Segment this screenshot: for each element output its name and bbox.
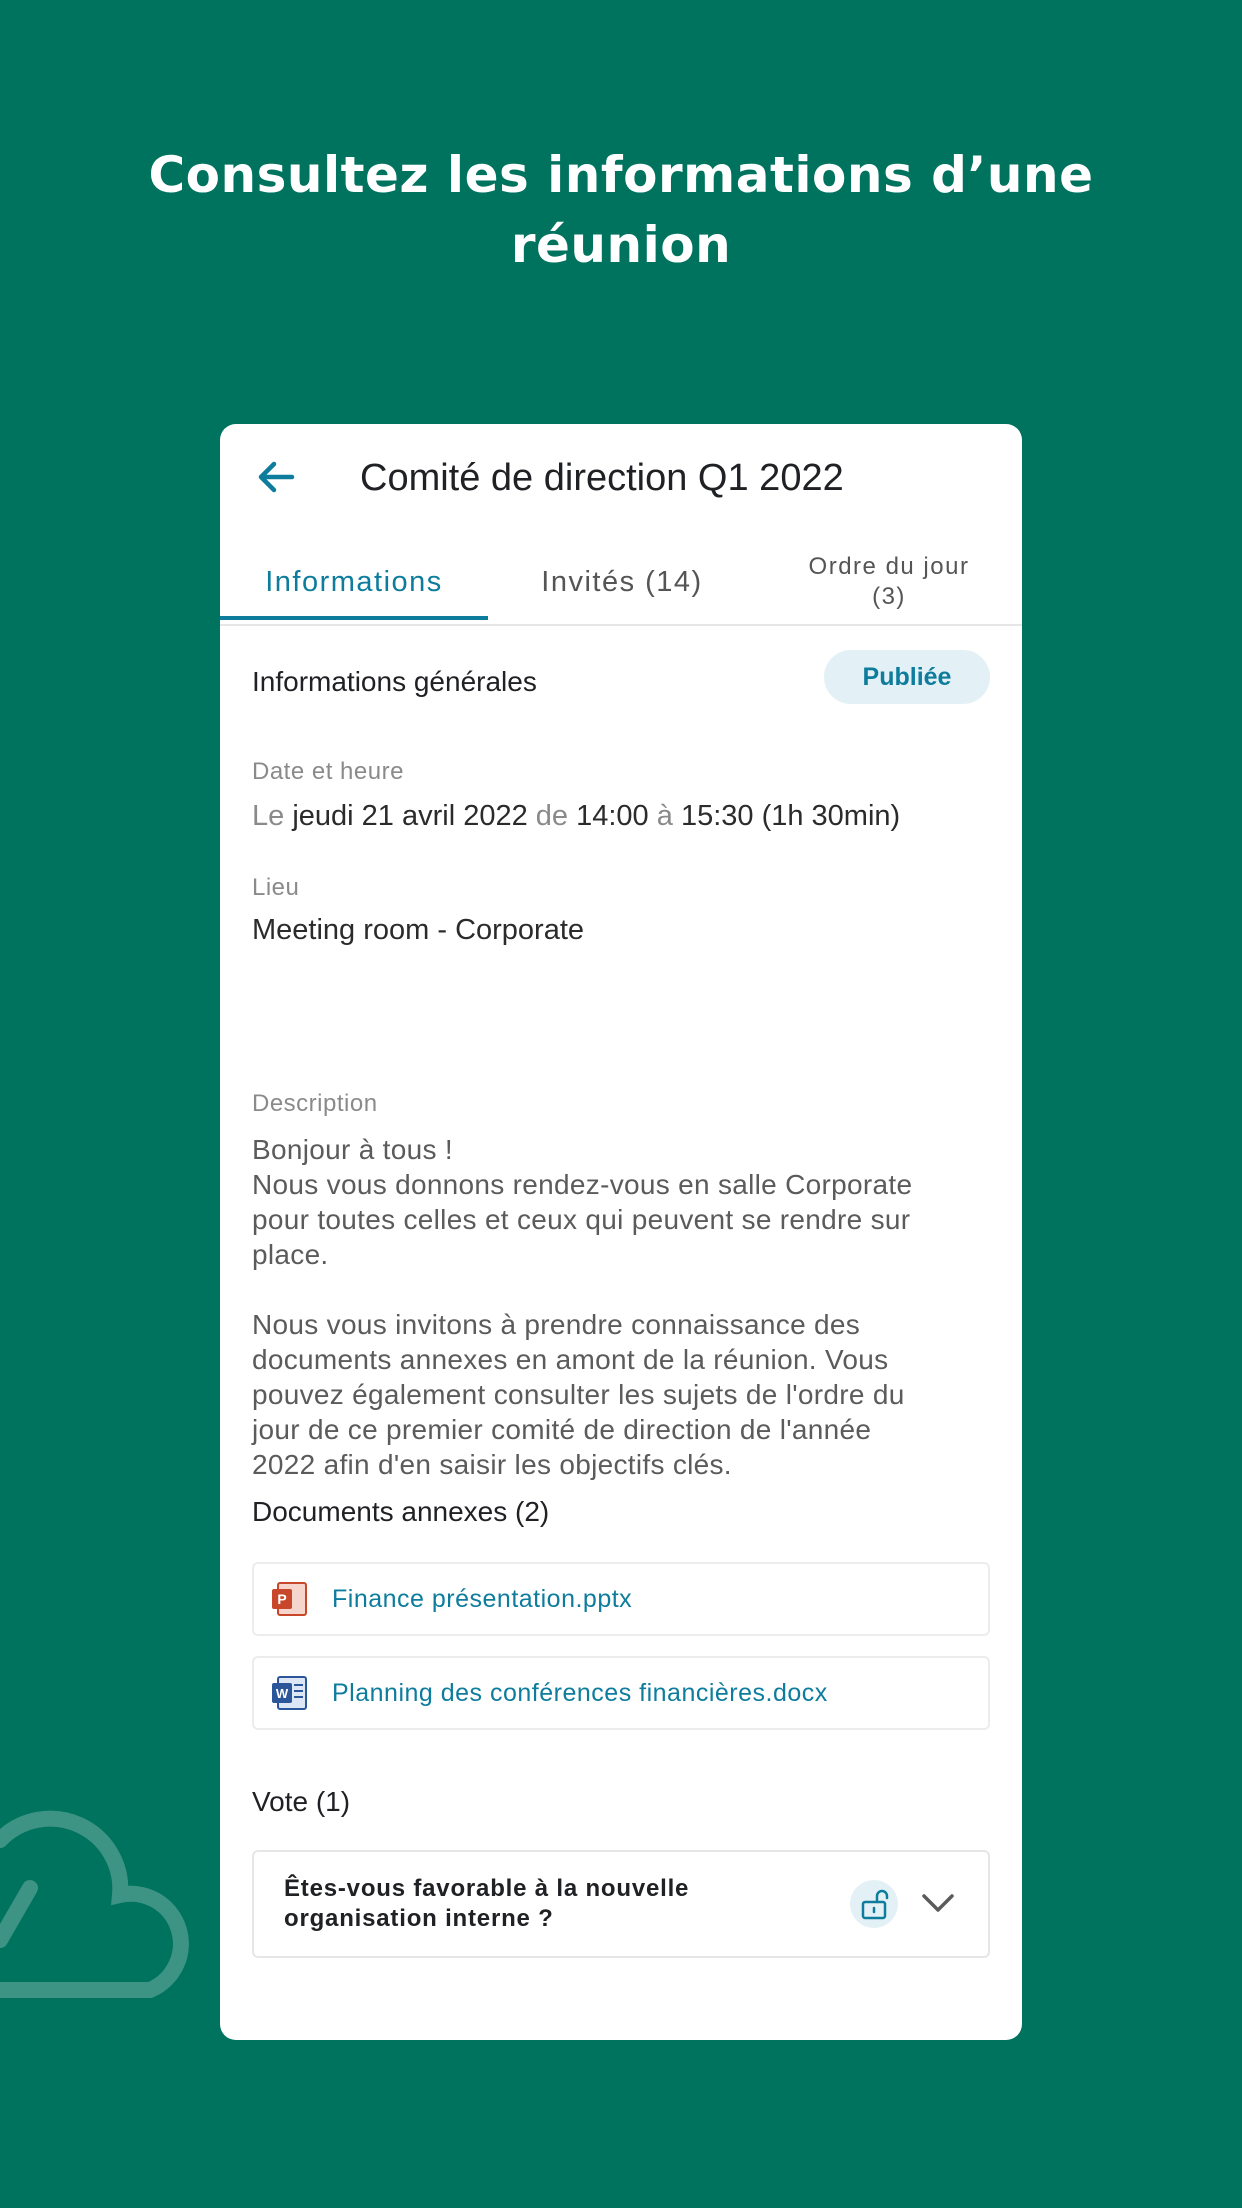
description-line: documents annexes en amont de la réunion. Vous: [252, 1344, 889, 1375]
vote-title: Vote (1): [252, 1786, 351, 1817]
powerpoint-file-icon: [270, 1579, 310, 1619]
description-text: [252, 1132, 990, 1482]
cloud-decoration-icon: [0, 1800, 200, 2060]
meeting-title: Comité de direction Q1 2022: [360, 457, 844, 499]
chevron-down-icon[interactable]: [918, 1882, 958, 1922]
svg-text:P: P: [277, 1591, 287, 1607]
description-label: Description: [252, 1090, 378, 1117]
document-name: Planning des conférences financières.docx: [332, 1678, 828, 1707]
date-label: Date et heure: [252, 758, 404, 785]
place-label: Lieu: [252, 874, 300, 901]
svg-text:W: W: [275, 1686, 289, 1701]
document-item-docx[interactable]: [252, 1656, 990, 1730]
description-line: Nous vous invitons à prendre connaissance des: [252, 1309, 861, 1340]
vote-item[interactable]: [252, 1850, 990, 1958]
headline-line-1: Consultez les informations d’une: [148, 146, 1094, 204]
description-line: place.: [252, 1239, 329, 1270]
active-tab-indicator: [220, 616, 488, 620]
arrow-left-icon[interactable]: [252, 452, 302, 502]
description-line: Nous vous donnons rendez-vous en salle Corporate: [252, 1169, 913, 1200]
meeting-card: [220, 424, 1022, 2040]
date-value: [252, 800, 900, 833]
date-from-word: de: [535, 800, 569, 832]
unlocked-icon: [850, 1880, 898, 1928]
word-file-icon: [270, 1673, 310, 1713]
tab-informations-label: Informations: [265, 565, 443, 598]
status-badge: Publiée: [824, 650, 990, 704]
date-prefix: Le: [252, 800, 285, 832]
tab-informations[interactable]: [220, 540, 488, 624]
description-line: pouvez également consulter les sujets de l'ordre du: [252, 1379, 905, 1410]
tab-agenda-label-line-1: Ordre du jour: [808, 553, 970, 580]
promo-headline: [0, 140, 1242, 280]
tab-agenda[interactable]: [756, 540, 1022, 624]
tab-invites-label: Invités (14): [541, 565, 703, 598]
document-item-pptx[interactable]: [252, 1562, 990, 1636]
description-line: Bonjour à tous !: [252, 1134, 453, 1165]
date-start: 14:00: [576, 800, 649, 832]
place-value: Meeting room - Corporate: [252, 914, 585, 946]
description-line: jour de ce premier comité de direction de l'année: [252, 1414, 872, 1445]
tab-invites[interactable]: [488, 540, 756, 624]
document-name: Finance présentation.pptx: [332, 1584, 633, 1613]
vote-question-line-2: organisation interne ?: [284, 1905, 554, 1932]
general-info-title: Informations générales: [252, 666, 537, 697]
tab-agenda-label-line-2: (3): [872, 583, 906, 610]
date-to-word: à: [656, 800, 673, 832]
description-line: 2022 afin d'en saisir les objectifs clés.: [252, 1449, 732, 1480]
headline-line-2: réunion: [510, 216, 732, 274]
date-end: 15:30 (1h 30min): [680, 800, 901, 832]
top-app-bar: [220, 424, 1022, 528]
tab-bar: [220, 540, 1022, 626]
documents-title: Documents annexes (2): [252, 1496, 550, 1527]
vote-question: [284, 1874, 754, 1934]
vote-question-line-1: Êtes-vous favorable à la nouvelle: [284, 1875, 690, 1902]
description-spacer: [252, 1272, 990, 1307]
description-line: pour toutes celles et ceux qui peuvent se rendre sur: [252, 1204, 911, 1235]
date-day: jeudi 21 avril 2022: [292, 800, 528, 832]
